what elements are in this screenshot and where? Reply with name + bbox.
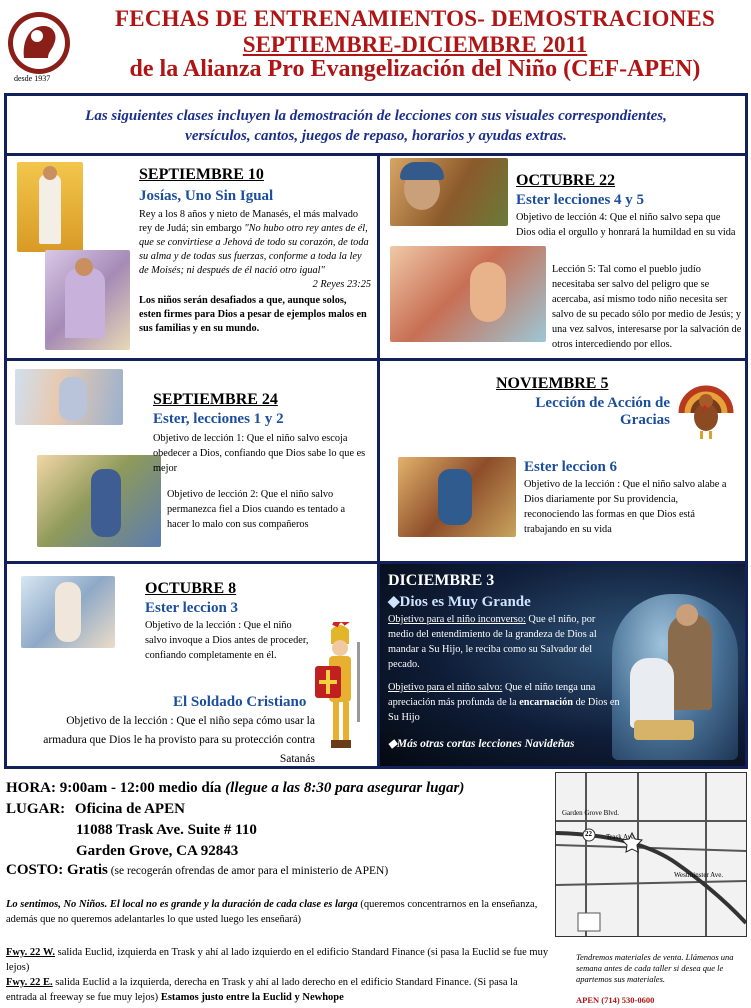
sep10-date: SEPTIEMBRE 10 [139, 166, 264, 183]
hora-value: 9:00am - 12:00 medio día [56, 780, 226, 796]
oct22-date: OCTUBRE 22 [516, 172, 616, 189]
map-street-3: Westminster Ave. [674, 871, 724, 879]
dec3-obj-label-1: Objetivo para el niño inconverso: [388, 614, 526, 625]
dec3-date: DICIEMBRE 3 [388, 572, 495, 589]
nov5-date: NOVIEMBRE 5 [496, 375, 609, 392]
nativity-image [612, 594, 738, 760]
intro-box [7, 96, 745, 153]
dir-22e-label: Fwy. 22 E. [6, 977, 53, 988]
king-crowd-image [45, 250, 130, 350]
map-street-2: Trask Ave. [606, 833, 636, 841]
directions-22w [6, 945, 551, 975]
dir-22e-bold: Estamos justo entre la Euclid y Newhope [160, 992, 344, 1003]
lugar-3: Garden Grove, CA 92843 [76, 843, 239, 859]
logo-caption: desde 1937 [14, 74, 51, 83]
directions-22e [6, 975, 551, 1005]
hora-line [6, 780, 464, 797]
dec3-objective-1 [388, 612, 620, 672]
header-line-2: SEPTIEMBRE-DICIEMBRE 2011 [242, 32, 588, 57]
session-nov-5 [380, 361, 745, 561]
dec3-obj-2a: Que el niño tenga una apreciación más profunda de la [388, 682, 596, 708]
sep24-objective-1: Objetivo de lección 1: Que el niño salvo escoja obedecer a Dios, confiando que Dios sabe lo que es mejor [153, 433, 366, 474]
costo-note: (se recogerán ofrendas de amor para el ministerio de APEN) [107, 865, 389, 877]
header-line-1: FECHAS DE ENTRENAMIENTOS- DEMOSTRACIONES [115, 6, 715, 31]
ester-palace-image [15, 369, 123, 425]
dir-22w-text: salida Euclid, izquierda en Trask y ahí al lado izquierdo en el edificio Standard Finance (si pasa la Euclid se fue muy lejos) [6, 947, 549, 973]
map-freeway-shield: 22 [585, 830, 592, 838]
sep24-objective-2: Objetivo de lección 2: Que el niño salvo permanezca fiel a Dios cuando es tentado a hacer lo malo con sus compañeros [167, 489, 346, 530]
dec3-obj-label-2: Objetivo para el niño salvo: [388, 682, 503, 693]
no-kids-rest: (queremos concentrarnos en la enseñanza, además que no queremos adelantarles lo que usted luego les enseñará) [6, 899, 538, 925]
dir-22e-text: salida Euclid a la izquierda, derecha en Trask y ahí al lado derecho en el edificio Standard Finance. (Si pasa la entrada al freeway se fue muy lejos) [6, 977, 518, 1003]
dec3-objective-2 [388, 680, 622, 725]
oct8-date: OCTUBRE 8 [145, 580, 237, 597]
christian-soldier-image [309, 622, 371, 760]
location-map [555, 772, 747, 937]
oct8-objective-2: Objetivo de la lección : Que el niño sepa cómo usar la armadura que Dios le ha provisto para su protección contra Satanás [43, 715, 315, 765]
intro-line-2: versículos, cantos, juegos de repaso, horarios y ayudas extras. [185, 128, 567, 144]
ester-servants-image [37, 455, 161, 547]
ester-prayer-image [21, 576, 115, 648]
hora-label: HORA: [6, 780, 56, 796]
sep10-description [139, 208, 371, 336]
no-kids-note [6, 897, 551, 927]
ester-king-image [390, 158, 508, 226]
costo-line [6, 862, 388, 879]
nov5-title-line-2: Gracias [620, 412, 670, 428]
nov5-objective: Objetivo de la lección : Que el niño salvo alabe a Dios diariamente por Su providencia, reconociendo las formas en que Dios está trabajando en su vida [524, 479, 727, 535]
session-sep-10 [7, 156, 377, 358]
header-line-3: de la Alianza Pro Evangelización del Niño (CEF-APEN) [129, 56, 701, 82]
sep10-ref: 2 Reyes 23:25 [312, 279, 371, 290]
lugar-line [6, 801, 185, 818]
intro-line-1: Las siguientes clases incluyen la demostración de lecciones con sus visuales correspondientes, [85, 108, 667, 124]
materials-note: Tendremos materiales de venta. Llámenos una semana antes de cada taller si desea que le apartemos sus materiales. [576, 952, 734, 984]
cef-logo [4, 10, 74, 82]
sep24-date: SEPTIEMBRE 24 [153, 391, 278, 408]
session-dec-3 [380, 564, 745, 766]
dec3-title: ◆Dios es Muy Grande [388, 594, 531, 610]
sep10-title: Josías, Uno Sin Igual [139, 188, 274, 204]
dir-22w-label: Fwy. 22 W. [6, 947, 56, 958]
lugar-1: Oficina de APEN [74, 801, 185, 817]
lugar-label: LUGAR: [6, 801, 66, 817]
oct8-subtitle: El Soldado Cristiano [173, 694, 307, 710]
sep24-title: Ester, lecciones 1 y 2 [153, 411, 284, 427]
ester-feast-image [398, 457, 516, 537]
nov5-title [486, 395, 670, 429]
session-oct-22 [380, 156, 745, 358]
costo-label: COSTO: [6, 862, 64, 878]
apen-phone: APEN (714) 530-0600 [576, 995, 655, 1005]
costo-value: Gratis [63, 862, 108, 878]
oct22-objective-5: Lección 5: Tal como el pueblo judío necesitaba ser salvo del peligro que se acercaba, así mismo todo niño necesita ser salvo de su pecado sólo por medio de Jesús; y una vez salvos, interesarse por la salvación de otros intercediendo por ellos. [552, 264, 742, 350]
schedule-frame [4, 93, 748, 769]
lugar-2: 11088 Trask Ave. Suite # 110 [76, 822, 257, 838]
oct8-objective: Objetivo de la lección : Que el niño salvo invoque a Dios antes de proceder, confiando completamente en él. [145, 620, 309, 661]
oct22-title: Ester lecciones 4 y 5 [516, 192, 645, 208]
oct8-title: Ester leccion 3 [145, 600, 239, 616]
oct22-objective-4: Objetivo de lección 4: Que el niño salvo sepa que Dios odia el orgullo y honrará la humildad en su vida [516, 212, 736, 238]
dec3-obj-1: Que el niño, por medio del entendimiento de la grandeza de Dios al mandar a Su Hijo, le reciba como su Salvador del pecado. [388, 614, 597, 670]
nov5-subtitle: Ester leccion 6 [524, 459, 618, 475]
dec3-more: ◆Más otras cortas lecciones Navideñas [388, 738, 575, 750]
session-oct-8 [7, 564, 377, 766]
sep10-challenge: Los niños serán desafiados a que, aunque solos, esten firmes para Dios a pesar de ejemplos malos en sus familias y en su mundo. [139, 295, 367, 334]
ester-women-image [390, 246, 546, 342]
map-street-1: Garden Grove Blvd. [562, 809, 619, 817]
sep10-text: Rey a los 8 años y nieto de Manasés, el más malvado rey de Judá; sin embargo [139, 209, 359, 234]
no-kids-bold: Lo sentimos, No Niños. El local no es grande y la duración de cada clase es larga [6, 899, 358, 910]
hora-note: (llegue a las 8:30 para asegurar lugar) [225, 780, 465, 796]
nov5-title-line-1: Lección de Acción de [535, 395, 670, 411]
dec3-obj-2c: de Dios en Su Hijo [388, 697, 620, 723]
dec3-obj-2b: encarnación [519, 697, 574, 708]
session-sep-24 [7, 361, 377, 561]
josias-image [17, 162, 83, 252]
turkey-image [674, 369, 738, 441]
sep10-quote: "No hubo otro rey antes de él, que se convirtiese a Jehová de todo su corazón, de toda su alma y de todas sus fuerzas, conforme a toda la ley de Moisés; ni después de él nació otro igual" [139, 223, 369, 276]
